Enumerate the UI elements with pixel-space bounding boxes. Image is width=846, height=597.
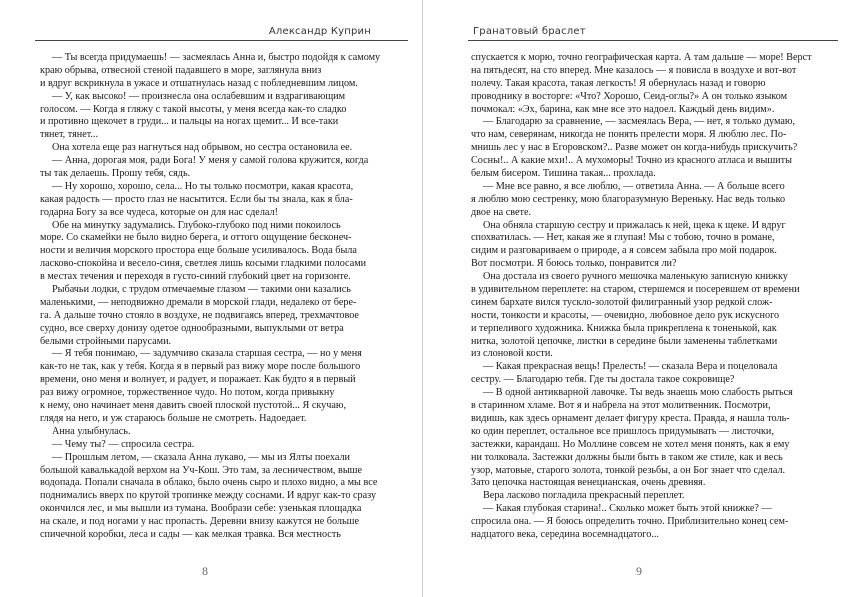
text-line: годарна Богу за все чудеса, которые он для нас сделал! (40, 206, 279, 218)
text-line: — У, как высоко! — произнесла она ослабевшим и вздрагивающим (52, 90, 346, 102)
text-line: почмокал: «Эх, барина, как мне все это надоел. Каждый день видим». (471, 103, 775, 115)
text-line: тянет, тянет... (40, 129, 99, 141)
right-page-text (471, 52, 837, 542)
text-line: видишь, как здесь орнамент делает фигуру креста. Правда, я нашла толь- (471, 412, 790, 424)
text-line: — Какая прекрасная вещь! Прелесть! — сказала Вера и поцеловала (483, 361, 778, 373)
text-line: га. А дальше точно стояло в воздухе, не подвигаясь вперед, трехмачтовое (40, 309, 359, 321)
text-line: времени, оно меня и волнует, и радует, и поражает. Как будто я в первый (40, 374, 356, 386)
text-line: — Благодарю за сравнение, — засмеялась Вера, — нет, я только думаю, (483, 116, 796, 128)
text-line: и терпеливого художника. Книжка была прикреплена к тоненькой, как (471, 322, 777, 334)
text-line: Она достала из своего ручного мешочка маленькую записную книжку (483, 271, 788, 283)
text-line: ты так делаешь. Прошу тебя, сядь. (40, 168, 191, 180)
text-line: на пятьдесят, на сто вперед. Мне казалось — я повисла в воздухе и вот-вот (471, 64, 797, 76)
text-line: спичечной коробки, леса и сады — как мелкая травка. Вся местность (40, 528, 341, 540)
text-line: Зато цепочка настоящая венецианская, очень древняя. (471, 477, 706, 489)
text-line: — Я тебя понимаю, — задумчиво сказала старшая сестра, — но у меня (52, 348, 362, 360)
text-line: ласково-спокойна и весело-синя, светлея лишь косыми гладкими полосами (40, 258, 367, 270)
text-line: глядя на него, и уж стараюсь больше не смотреть. Надоедает. (40, 412, 307, 424)
text-line: — Ну хорошо, хорошо, села... Но ты только посмотри, какая красота, (52, 180, 354, 192)
text-line: двое на свете. (471, 206, 532, 218)
text-line: что нам, северянам, никогда не понять прелести моря. Я люблю лес. По- (471, 129, 787, 141)
text-line: Сосны!.. А какие мхи!.. А мухоморы! Точно из красного атласа и вышиты (471, 155, 792, 167)
text-line: — Анна, дорогая моя, ради Бога! У меня у самой голова кружится, когда (52, 155, 369, 167)
text-line: узор, матовые, старого золота, тонкой резьбы, а он Бог знает что сделал. (471, 464, 786, 476)
text-line: раз вижу огромное, торжественное чудо. Но потом, когда привыкну (40, 387, 335, 399)
text-line: Она обняла старшую сестру и прижалась к ней, щека к щеке. И вдруг (483, 219, 786, 231)
text-line: водопада. Попали сначала в облако, было очень сыро и плохо видно, а мы все (40, 477, 378, 489)
text-line: белым бисером. Тишина такая... прохлада. (471, 168, 656, 180)
text-line: краю обрыва, отвесной стеной падавшего в море, заглянула вниз (40, 64, 322, 76)
right-page (423, 0, 846, 597)
text-line: спохватилась. — Нет, какая же я глупая! Мы с тобою, точно в романе, (471, 232, 775, 244)
text-line: Обе на минутку задумались. Глубоко-глубоко под ними покоилось (52, 219, 341, 231)
text-line: сидим и разговариваем о природе, а я совсем забыла про мой подарок. (471, 245, 777, 257)
text-line: в удивительном переплете: на старом, стершемся и посеревшем от времени (471, 284, 800, 296)
text-line: Она хотела еще раз нагнуться над обрывом, но сестра остановила ее. (52, 142, 353, 154)
text-line: как-то не так, как у тебя. Когда я в первый раз вижу море после большого (40, 361, 361, 373)
text-line: и противно щекочет в груди... и пальцы на ногах щемит... И все-таки (40, 116, 339, 128)
text-line: надцатого века, середина восемнадцатого... (471, 528, 659, 540)
text-line: белыми стройными парусами. (40, 335, 172, 347)
text-line: спускается к морю, точно географическая карта. А там дальше — море! Верст (471, 52, 812, 63)
text-line: нитка, золотой цепочке, листки в середине были заменены таблетками (471, 335, 778, 347)
text-line: какая радость — просто глаз не насытится. Если бы ты знала, как я бла- (40, 193, 353, 205)
left-running-header: Александр Куприн (268, 26, 371, 37)
text-line: и вдруг вскрикнула в ужасе и отшатнулась назад с побледневшим лицом. (40, 77, 358, 89)
text-line: в старинном хламе. Вот я и набрела на этот молитвенник. Посмотри, (471, 400, 771, 412)
text-line: Рыбачьи лодки, с трудом отмечаемые глазом — такими они казались (52, 284, 351, 296)
text-line: судно, все сверху донизу одетое однообразными, выпуклыми от ветра (40, 322, 344, 334)
text-line: — Чему ты? — спросила сестра. (52, 438, 195, 450)
text-line: сестру. — Благодарю тебя. Где ты достала такое сокровище? (471, 374, 735, 386)
left-page-text (40, 52, 406, 542)
text-line: Анна улыбнулась. (52, 425, 131, 437)
text-line: — Мне все равно, я все люблю, — ответила Анна. — А больше всего (483, 180, 785, 192)
right-running-header: Гранатовый браслет (473, 26, 586, 37)
text-line: спросила она. — Я боюсь определить точно. Приблизительно конец сем- (471, 516, 789, 528)
text-line: ности и величия морского простора еще больше усиливалось. Вода была (40, 245, 357, 257)
text-line: большой кавалькадой верхом на Уч-Кош. Это там, за лесничеством, выше (40, 464, 363, 476)
text-line: к нему, оно начинает меня давить своей плоской пустотой... Я скучаю, (40, 400, 347, 412)
text-line: синем бархате вился тускло-золотой филигранный узор редкой слож- (471, 296, 773, 308)
text-line: Вера ласково погладила прекрасный переплет. (483, 490, 685, 502)
text-line: я люблю мою сестренку, мою благоразумную Вереньку. Нас ведь только (471, 193, 786, 205)
text-line: ко один переплет, остальное все пришлось придумывать — листочки, (471, 425, 774, 437)
text-line: из слоновой кости. (471, 348, 553, 360)
right-header-rule (468, 40, 838, 41)
text-line: ности, тонкости и красоты, — очевидно, любовное дело рук искусного (471, 309, 780, 321)
text-line: море. Со скамейки не было видно берега, и оттого ощущение бесконеч- (40, 232, 352, 244)
text-line: Вот посмотри. Я боюсь только, понравится ли? (471, 258, 677, 270)
text-line: — Прошлым летом, — сказала Анна лукаво, — мы из Ялты поехали (52, 451, 351, 463)
text-line: — В одной антикварной лавочке. Ты ведь знаешь мою слабость рыться (483, 387, 793, 399)
text-line: — Какая глубокая старина!.. Сколько может быть этой книжке? — (483, 503, 772, 515)
text-line: в местах течения и переходя в густо-синий глубокий цвет на горизонте. (40, 271, 351, 283)
text-line: мнишь лес у нас в Егоровском?.. Разве может он когда-нибудь прискучить? (471, 142, 798, 154)
left-header-rule (35, 40, 408, 41)
text-line: проводнику в восторге: «Что? Хорошо, Сеид-оглы?» А он только языком (471, 90, 788, 102)
text-line: полечу. Такая красота, такая легкость! Я обернулась назад и говорю (471, 77, 766, 89)
left-page-number: 8 (202, 564, 208, 578)
text-line: на скале, и под ногами у нас пропасть. Деревни внизу кажутся не больше (40, 516, 360, 528)
right-page-number: 9 (636, 564, 642, 578)
text-line: застежки, карандаш. Но Моллине совсем не хотел меня понять, как я ему (471, 438, 790, 450)
text-line: — Ты всегда придумаешь! — засмеялась Анна и, быстро подойдя к самому (52, 52, 381, 63)
text-line: ни толковала. Застежки должны были быть в таком же стиле, как и весь (471, 451, 783, 463)
text-line: маленькими, — неподвижно дремали в морской глади, недалеко от бере- (40, 296, 357, 308)
text-line: голосом. — Когда я гляжу с такой высоты, у меня всегда как-то сладко (40, 103, 347, 115)
text-line: окончился лес, и мы вышли из тумана. Вообрази себе: узенькая площадка (40, 503, 362, 515)
text-line: поднимались вверх по крутой тропинке между соснами. И вдруг как-то сразу (40, 490, 377, 502)
